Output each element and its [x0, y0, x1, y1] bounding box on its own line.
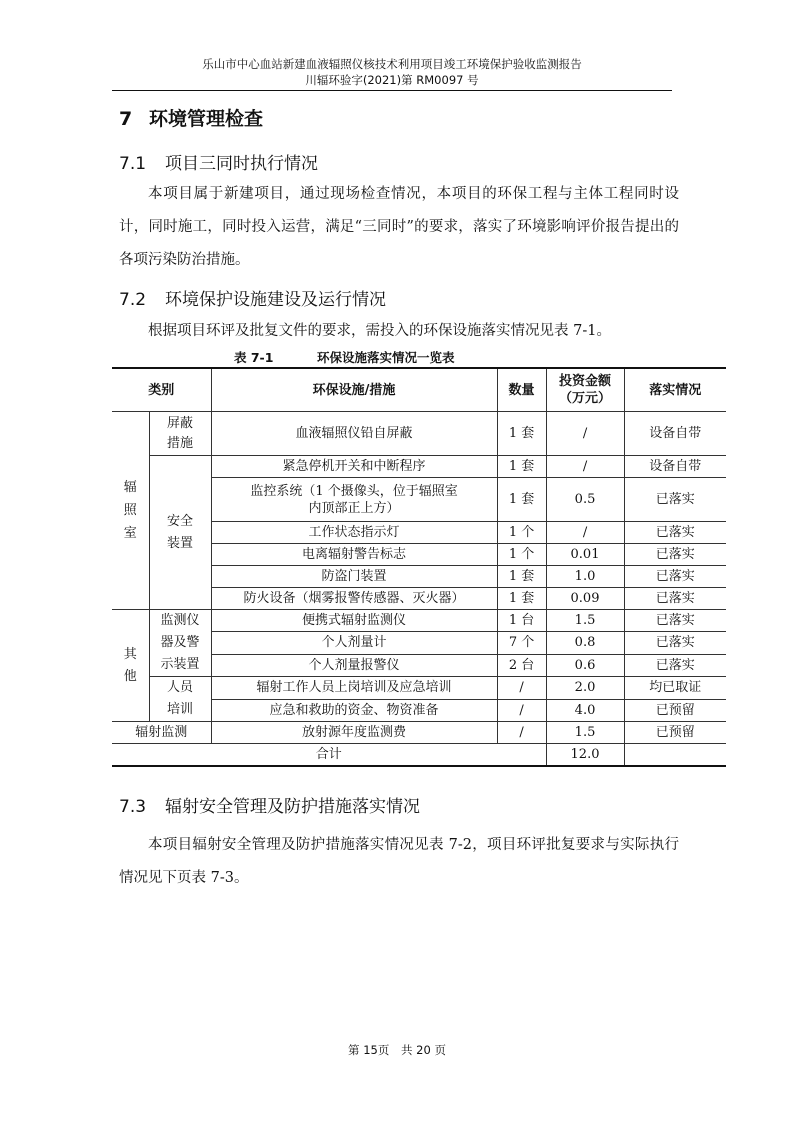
cell-status: 已落实 — [624, 610, 726, 632]
cell-invest: / — [546, 522, 624, 544]
cell-facility: 应急和救助的资金、物资准备 — [211, 699, 497, 722]
cell-qty: 1 套 — [497, 412, 546, 456]
cell-status: 已落实 — [624, 654, 726, 676]
header-qty: 数量 — [497, 368, 546, 412]
page-footer — [0, 1042, 794, 1058]
cell-facility: 防火设备（烟雾报警传感器、灭火器） — [211, 588, 497, 610]
section-7-3-paragraph: 本项目辐射安全管理及防护措施落实情况见表 7-2，项目环评批复要求与实际执行情况见下页表 7-3。 — [119, 837, 679, 886]
section-title: 环境管理检查 — [149, 108, 264, 130]
table-row — [112, 412, 726, 456]
page-number: 第 15页 — [348, 1043, 390, 1057]
cell-invest: 1.5 — [546, 610, 624, 632]
cell-facility: 放射源年度监测费 — [211, 722, 497, 744]
cell-status: 设备自带 — [624, 456, 726, 478]
cell-status: 已预留 — [624, 722, 726, 744]
cell-facility: 工作状态指示灯 — [211, 522, 497, 544]
cell-invest: / — [546, 412, 624, 456]
header-category: 类别 — [112, 368, 211, 412]
cell-invest: 0.01 — [546, 544, 624, 566]
header-divider — [112, 90, 672, 91]
report-number: 川辐环验字(2021)第 RM0097 号 — [305, 73, 479, 87]
section-number: 7.1 — [119, 154, 147, 174]
table-row — [112, 677, 726, 700]
total-invest: 12.0 — [546, 744, 624, 766]
cell-facility: 个人剂量报警仪 — [211, 654, 497, 676]
section-7-1-heading — [119, 149, 318, 174]
page-header — [112, 56, 672, 88]
cell-qty: 7 个 — [497, 632, 546, 654]
section-7-heading — [119, 104, 263, 131]
cell-facility: 紧急停机开关和中断程序 — [211, 456, 497, 478]
section-7-2-heading — [119, 285, 386, 310]
cell-qty: 1 套 — [497, 456, 546, 478]
table-caption-title: 环保设施落实情况一览表 — [317, 350, 455, 365]
cell-qty: 2 台 — [497, 654, 546, 676]
cell-invest: 4.0 — [546, 699, 624, 722]
cell-qty: 1 套 — [497, 478, 546, 522]
cell-facility: 便携式辐射监测仪 — [211, 610, 497, 632]
table-row — [112, 610, 726, 632]
cell-facility: 电离辐射警告标志 — [211, 544, 497, 566]
table-total-row — [112, 744, 726, 766]
cell-invest: 1.5 — [546, 722, 624, 744]
cell-qty: 1 套 — [497, 566, 546, 588]
cell-qty: 1 个 — [497, 544, 546, 566]
section-number: 7.2 — [119, 290, 147, 310]
cell-facility: 监控系统（1 个摄像头，位于辐照室内顶部正上方） — [211, 478, 497, 522]
cell-facility: 个人剂量计 — [211, 632, 497, 654]
cell-status: 已落实 — [624, 632, 726, 654]
cell-status: 已落实 — [624, 588, 726, 610]
cell-facility: 辐射工作人员上岗培训及应急培训 — [211, 677, 497, 700]
cell-qty: 1 台 — [497, 610, 546, 632]
section-title: 辐射安全管理及防护措施落实情况 — [165, 797, 420, 817]
header-status: 落实情况 — [624, 368, 726, 412]
cell-invest: 1.0 — [546, 566, 624, 588]
table-row — [112, 456, 726, 478]
cell-status: 设备自带 — [624, 412, 726, 456]
facilities-table — [112, 367, 726, 767]
header-invest: 投资金额（万元） — [546, 368, 624, 412]
table-header-row — [112, 368, 726, 412]
table-row — [112, 722, 726, 744]
subgroup-staff-training: 人员培训 — [149, 677, 211, 722]
page-total: 共 20 页 — [401, 1043, 446, 1057]
cell-invest: 0.8 — [546, 632, 624, 654]
subgroup-safety: 安全装置 — [149, 456, 211, 610]
cell-qty: 1 套 — [497, 588, 546, 610]
cell-qty: 1 个 — [497, 522, 546, 544]
section-number: 7.3 — [119, 797, 147, 817]
subgroup-monitor-alarm: 监测仪器及警示装置 — [149, 610, 211, 677]
cell-status: 已落实 — [624, 566, 726, 588]
total-status — [624, 744, 726, 766]
cell-status: 已落实 — [624, 522, 726, 544]
cell-invest: 0.6 — [546, 654, 624, 676]
section-7-2-paragraph: 根据项目环评及批复文件的要求，需投入的环保设施落实情况见表 7-1。 — [148, 323, 611, 339]
table-caption-label: 表 7-1 — [234, 350, 274, 365]
cell-status: 已预留 — [624, 699, 726, 722]
section-number: 7 — [119, 108, 133, 130]
cell-facility: 防盗门装置 — [211, 566, 497, 588]
cell-qty: / — [497, 722, 546, 744]
cell-status: 均已取证 — [624, 677, 726, 700]
cell-invest: 0.09 — [546, 588, 624, 610]
group-room: 辐照室 — [112, 412, 149, 610]
cell-invest: 0.5 — [546, 478, 624, 522]
section-7-3-heading — [119, 792, 420, 817]
group-radiation-monitor: 辐射监测 — [112, 722, 211, 744]
section-title: 项目三同时执行情况 — [165, 154, 318, 174]
header-facility: 环保设施/措施 — [211, 368, 497, 412]
cell-qty: / — [497, 699, 546, 722]
report-title: 乐山市中心血站新建血液辐照仪核技术利用项目竣工环境保护验收监测报告 — [202, 57, 582, 71]
cell-status: 已落实 — [624, 544, 726, 566]
cell-status: 已落实 — [624, 478, 726, 522]
section-title: 环境保护设施建设及运行情况 — [165, 290, 386, 310]
total-label: 合计 — [112, 744, 546, 766]
group-other: 其他 — [112, 610, 149, 722]
cell-invest: 2.0 — [546, 677, 624, 700]
cell-invest: / — [546, 456, 624, 478]
subgroup-shield: 屏蔽措施 — [149, 412, 211, 456]
cell-qty: / — [497, 677, 546, 700]
cell-facility: 血液辐照仪铅自屏蔽 — [211, 412, 497, 456]
section-7-1-paragraph: 本项目属于新建项目，通过现场检查情况，本项目的环保工程与主体工程同时设计，同时施工，同时投入运营，满足“三同时”的要求，落实了环境影响评价报告提出的各项污染防治措施。 — [119, 186, 679, 268]
